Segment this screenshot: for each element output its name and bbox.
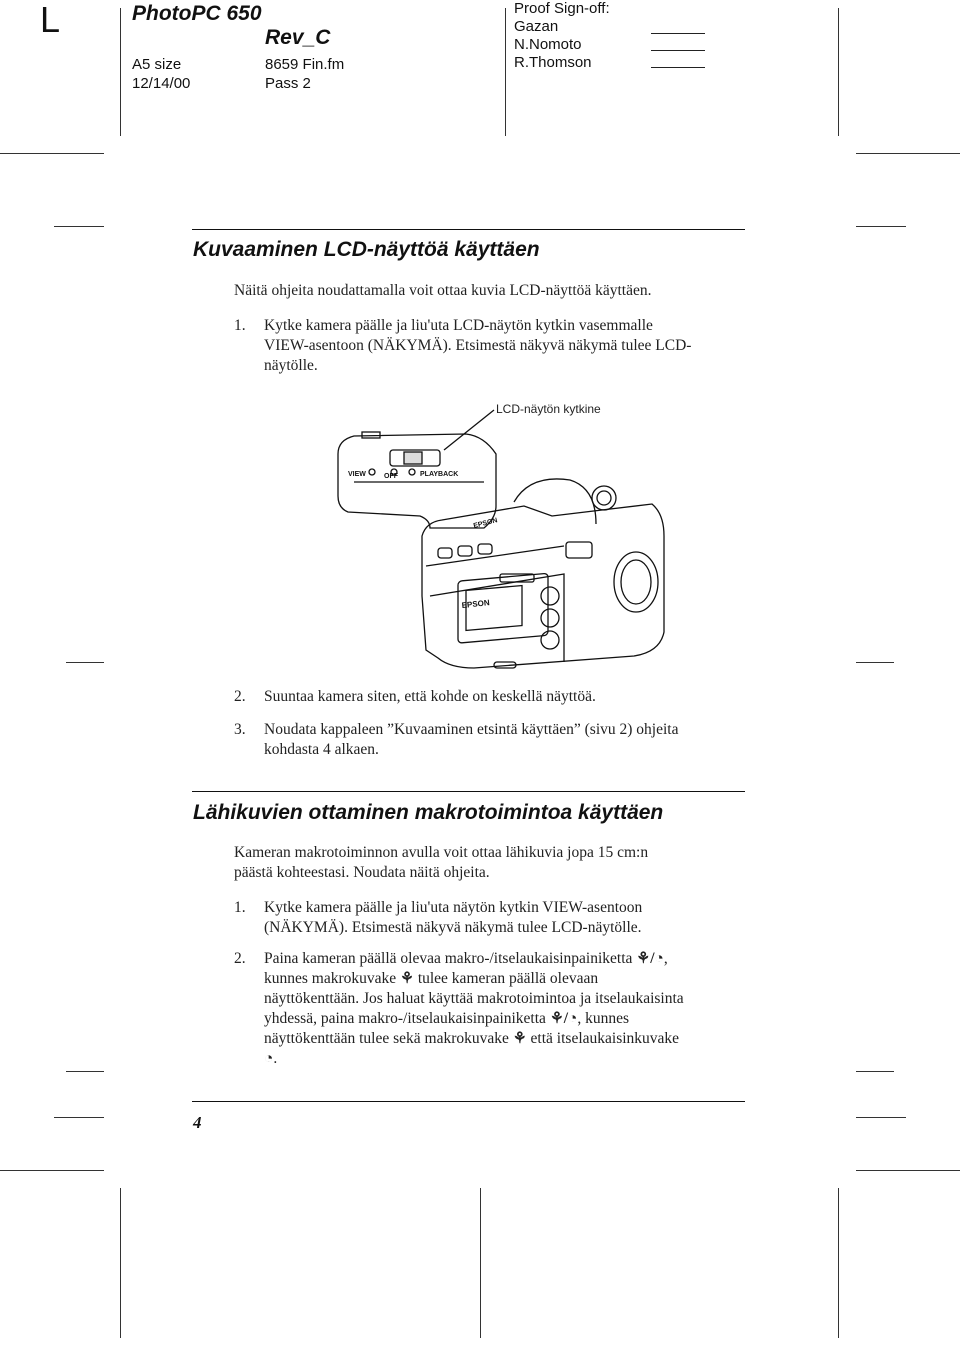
header-revision: Rev_C (265, 26, 331, 49)
camera-brand-front: EPSON (461, 598, 491, 610)
step-text (264, 316, 691, 376)
crop-mark (838, 1188, 839, 1338)
header-divider (838, 8, 839, 136)
step-text (264, 898, 642, 938)
step-text (264, 949, 744, 1069)
macro-icon: ⚘ (549, 1010, 564, 1027)
section-title: Lähikuvien ottaminen makrotoimintoa käyttäen (193, 801, 664, 824)
macro-icon: ⚘ (636, 950, 651, 967)
crop-mark (66, 1071, 104, 1072)
header-size: A5 size (132, 56, 182, 73)
step-number: 2. (234, 950, 246, 967)
step-line: Noudata kappaleen ”Kuvaaminen etsintä käyttäen” (sivu 2) ohjeita (264, 721, 679, 738)
step-number: 2. (234, 688, 246, 705)
section-title: Kuvaaminen LCD-näyttöä käyttäen (193, 238, 540, 261)
step-line: VIEW-asentoon (NÄKYMÄ). Etsimestä näkyvä näkymä tulee LCD- (264, 337, 692, 354)
step-number: 1. (234, 899, 246, 916)
crop-mark (0, 153, 104, 154)
step-line: ◔. (264, 1050, 278, 1067)
signer-name: R.Thomson (514, 54, 592, 71)
macro-icon: ⚘ (512, 1030, 527, 1047)
self-timer-icon: ◔ (654, 950, 664, 967)
intro-line: Kameran makrotoiminnon avulla voit ottaa lähikuvia jopa 15 cm:n (234, 844, 649, 861)
intro-paragraph: Näitä ohjeita noudattamalla voit ottaa kuvia LCD-näyttöä käyttäen. (234, 282, 652, 299)
step-number: 1. (234, 317, 246, 334)
header-file: 8659 Fin.fm (265, 56, 345, 73)
step-line: Kytke kamera päälle ja liu'uta LCD-näytön kytkin vasemmalle (264, 317, 653, 334)
header-divider (120, 8, 121, 136)
camera-brand-top: EPSON (472, 517, 499, 530)
step-line: näytölle. (264, 357, 318, 374)
crop-mark (480, 1188, 481, 1338)
switch-label-playback: PLAYBACK (420, 471, 459, 478)
crop-mark (856, 1170, 960, 1171)
step-line: yhdessä, paina makro-/itselaukaisinpainiketta ⚘/◔, kunnes (264, 1010, 630, 1027)
step-line: kohdasta 4 alkaen. (264, 741, 379, 758)
step-line: (NÄKYMÄ). Etsimestä näkyvä näkymä tulee LCD-näytölle. (264, 919, 642, 936)
header-date: 12/14/00 (132, 75, 191, 92)
step-line: näyttökenttään tulee sekä makrokuvake ⚘ että itselaukaisinkuvake (264, 1030, 680, 1047)
step-line: näyttökenttään. Jos haluat käyttää makrotoimintoa ja itselaukaisinta (264, 990, 684, 1007)
switch-label-off: OFF (384, 473, 398, 480)
intro-line: päästä kohteestasi. Noudata näitä ohjeita. (234, 864, 490, 881)
step-text: Suuntaa kamera siten, että kohde on keskellä näyttöä. (264, 688, 596, 705)
intro-paragraph (234, 843, 648, 883)
macro-icon: ⚘ (400, 970, 414, 987)
figure-callout: LCD-näytön kytkine (496, 402, 601, 416)
step-line: Paina kameran päällä olevaa makro-/itselaukaisinpainiketta ⚘/◔, (264, 950, 668, 967)
page-number: 4 (193, 1113, 202, 1132)
crop-mark (54, 226, 104, 227)
crop-mark (856, 662, 894, 663)
signer-name: Gazan (514, 18, 559, 35)
proof-signoff-label: Proof Sign-off: (514, 0, 610, 17)
step-text (264, 720, 678, 760)
section-rule (192, 791, 745, 792)
signature-line (651, 50, 705, 51)
header-divider (505, 8, 506, 136)
crop-mark (0, 1170, 104, 1171)
crop-mark (120, 1188, 121, 1338)
crop-mark (856, 226, 906, 227)
signature-line (651, 67, 705, 68)
signature-line (651, 33, 705, 34)
signer-name: N.Nomoto (514, 36, 582, 53)
self-timer-icon: ◔ (264, 1050, 274, 1067)
section-rule (192, 229, 745, 230)
self-timer-icon: ◔ (568, 1010, 578, 1027)
step-line: kunnes makrokuvake ⚘ tulee kameran päällä olevaan (264, 970, 599, 987)
crop-mark (856, 1117, 906, 1118)
header-product: PhotoPC 650 (132, 2, 262, 25)
camera-illustration (334, 396, 674, 676)
step-number: 3. (234, 721, 246, 738)
crop-mark (856, 1071, 894, 1072)
crop-mark (54, 1117, 104, 1118)
crop-mark (856, 153, 960, 154)
header-pass: Pass 2 (265, 75, 311, 92)
step-line: Kytke kamera päälle ja liu'uta näytön kytkin VIEW-asentoon (264, 899, 643, 916)
switch-label-view: VIEW (348, 471, 366, 478)
footer-rule (192, 1101, 745, 1102)
crop-mark (66, 662, 104, 663)
header-letter: L (40, 0, 61, 40)
